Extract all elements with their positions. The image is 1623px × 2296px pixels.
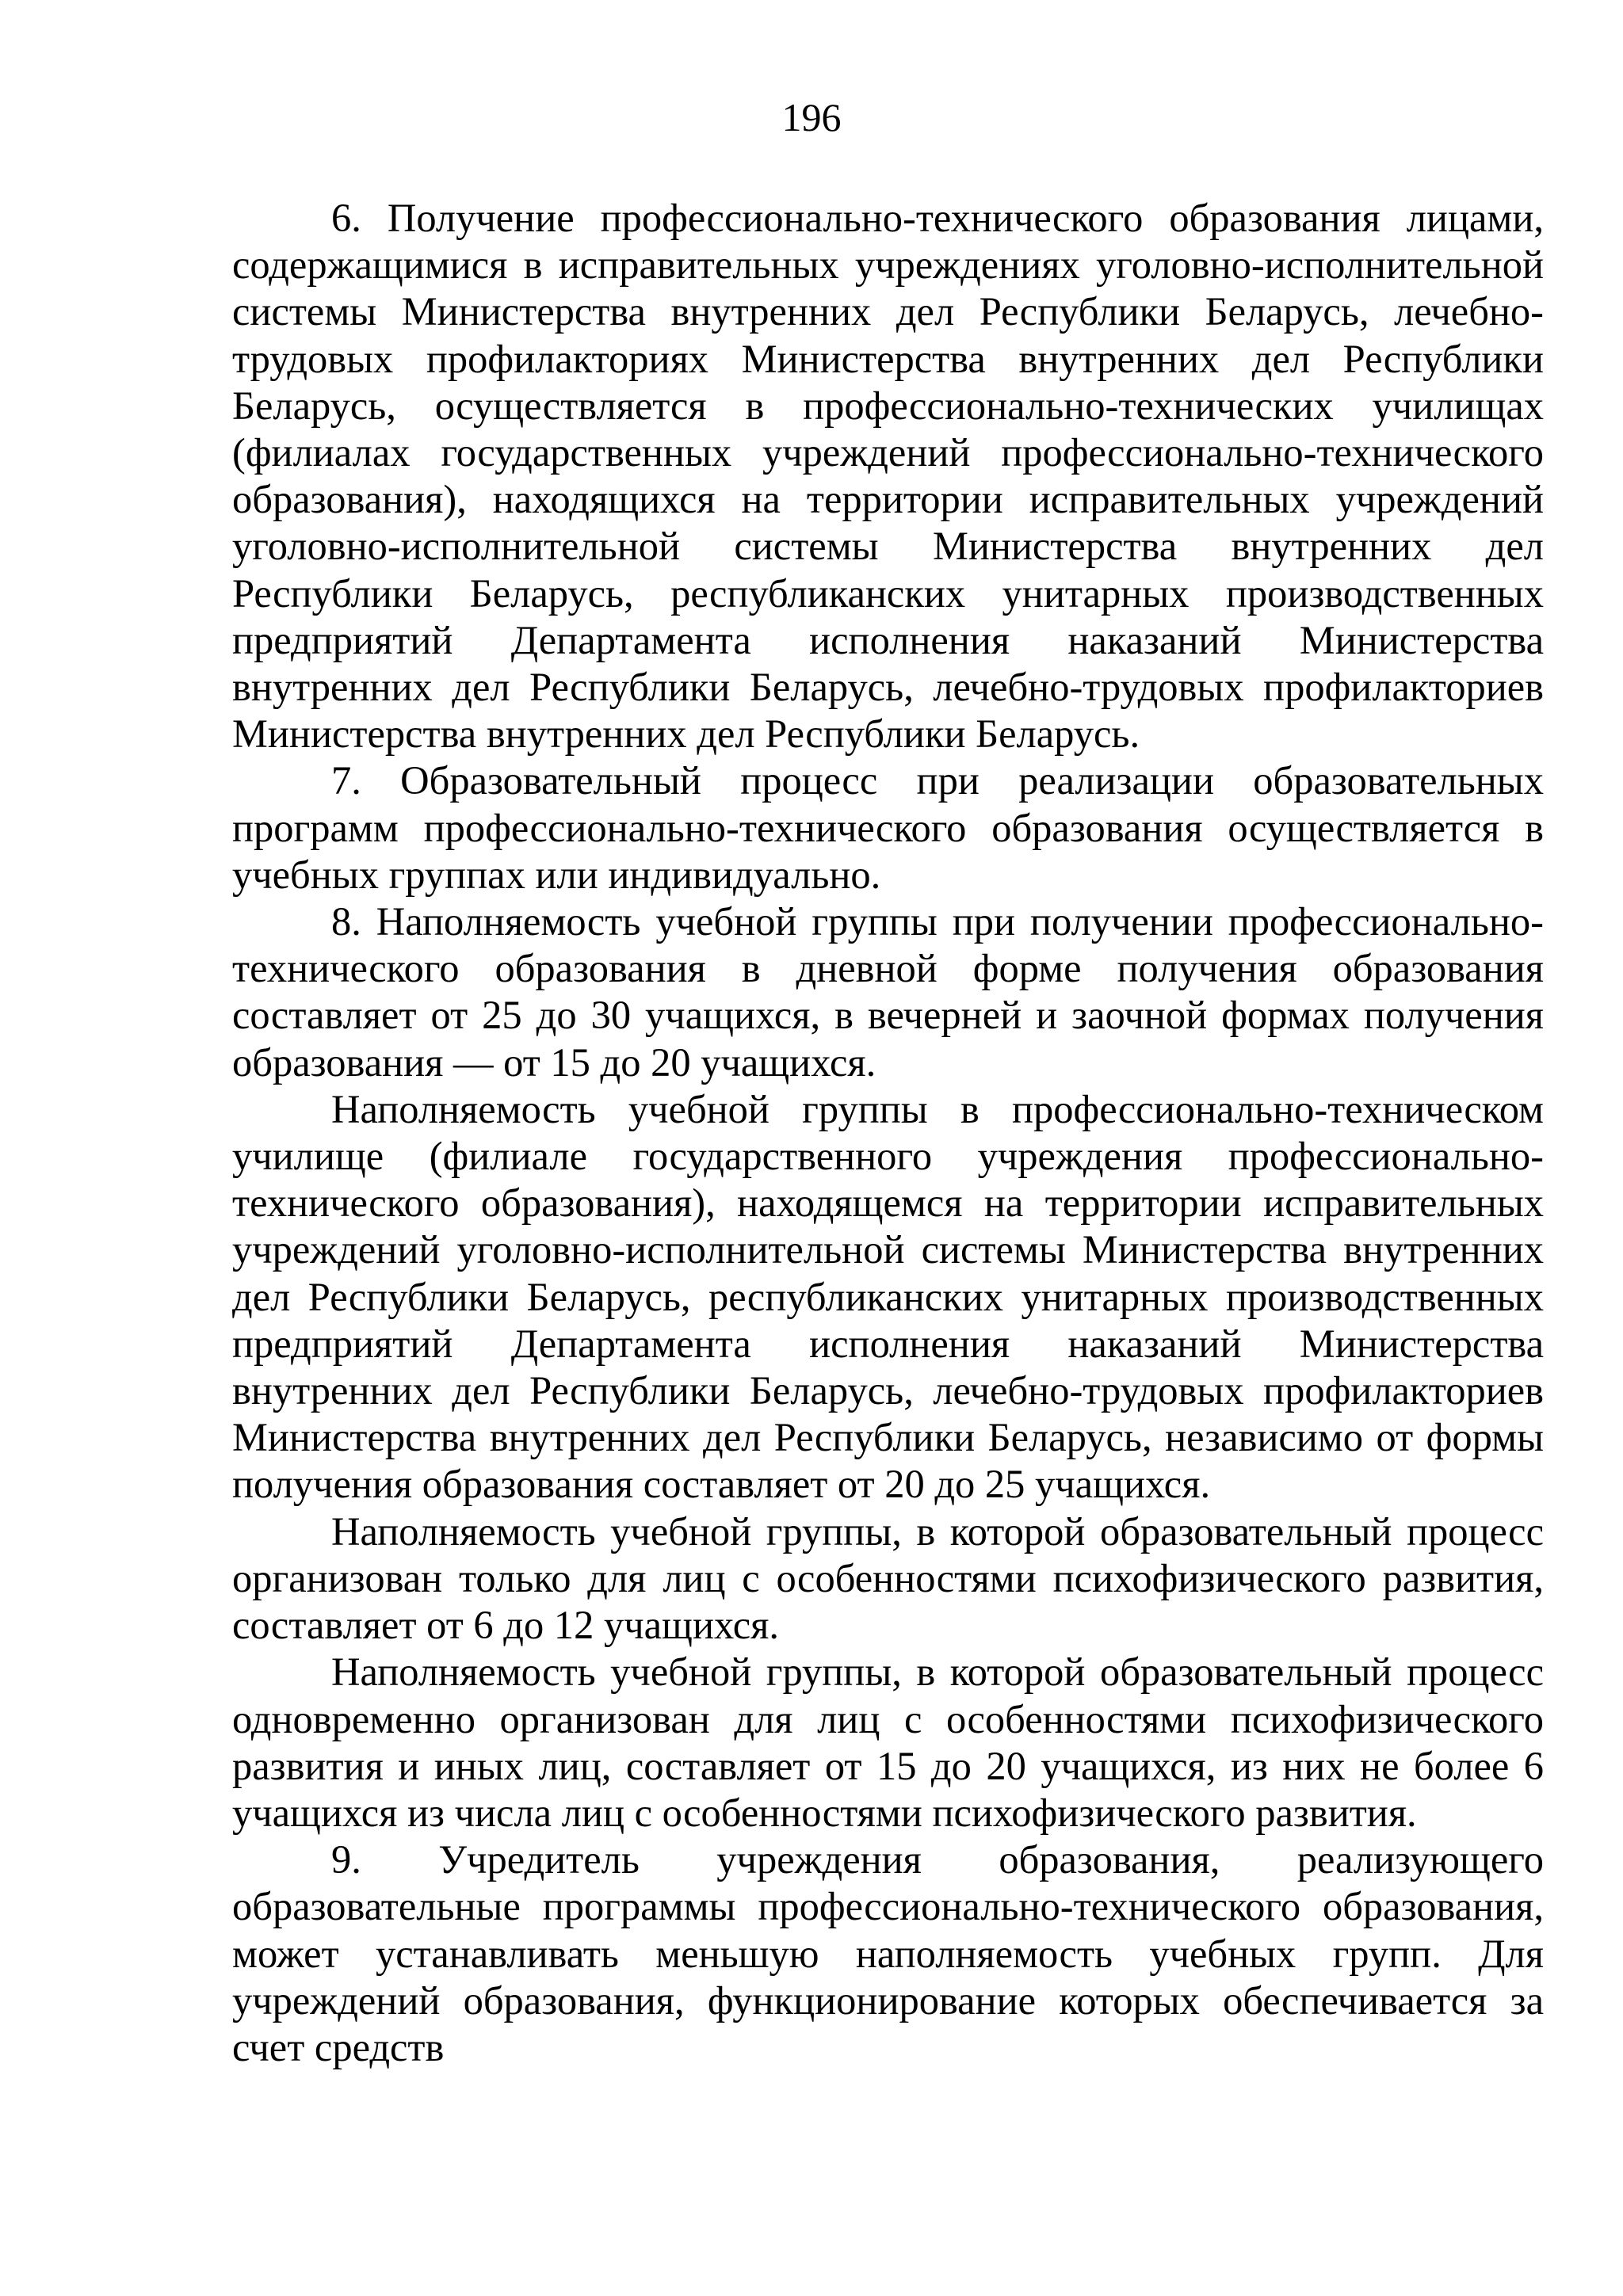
paragraph-6: 6. Получение профессионально-технического образования лицами, содержащимися в исправительных учреждениях уголовно-исполнительной системы Министерства внутренних дел Республики Беларусь, лечебно-трудовых профилакториях Министерства внутренних дел Республики Беларусь, осуществляется в профессионально-технических училищах (филиалах государственных учреждений профессионально-технического образования), находящихся на территории исправительных учреждений уголовно-исполнительной системы Министерства внутренних дел Республики Беларусь, республиканских унитарных производственных предприятий Департамента исполнения наказаний Министерства внутренних дел Республики Беларусь, лечебно-трудовых профилакториев Министерства внутренних дел Республики Беларусь. [232,196,1544,757]
document-body [232,195,1544,2071]
paragraph-9: 9. Учредитель учреждения образования, реализующего образовательные программы профессионально-технического образования, может устанавливать меньшую наполняемость учебных групп. Для учреждений образования, функционирование которых обеспечивается за счет средств [232,1837,1544,2069]
page-number: 196 [781,95,842,139]
paragraph-8: 8. Наполняемость учебной группы при получении профессионально-технического образования в дневной форме получения образования составляет от 25 до 30 учащихся, в вечерней и заочной формах получения образования — от 15 до 20 учащихся. [232,899,1544,1085]
paragraph-8-special-needs-only: Наполняемость учебной группы, в которой образовательный процесс организован только для лиц с особенностями психофизического развития, составляет от 6 до 12 учащихся. [232,1508,1544,1648]
paragraph-8-penal-institutions: Наполняемость учебной группы в профессионально-техническом училище (филиале государственного учреждения профессионально-технического образования), находящемся на территории исправительных учреждений уголовно-исполнительной системы Министерства внутренних дел Республики Беларусь, республиканских унитарных производственных предприятий Департамента исполнения наказаний Министерства внутренних дел Республики Беларусь, лечебно-трудовых профилакториев Министерства внутренних дел Республики Беларусь, независимо от формы получения образования составляет от 20 до 25 учащихся. [232,1086,1544,1507]
paragraph-7: 7. Образовательный процесс при реализации образовательных программ профессионально-технического образования осуществляется в учебных группах или индивидуально. [232,758,1544,897]
paragraph-8-mixed-groups: Наполняемость учебной группы, в которой образовательный процесс одновременно организован для лиц с особенностями психофизического развития и иных лиц, составляет от 15 до 20 учащихся, из них не более 6 учащихся из числа лиц с особенностями психофизического развития. [232,1650,1544,1835]
